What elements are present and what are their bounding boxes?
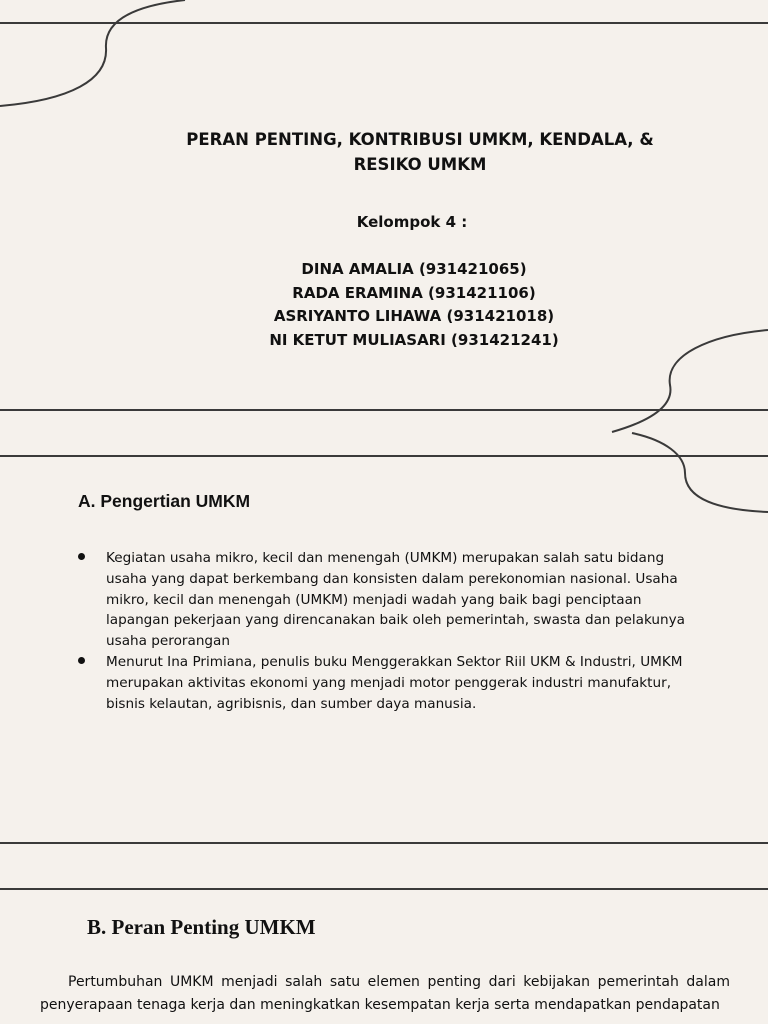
member-list xyxy=(0,258,768,352)
slide-title: PERAN PENTING, KONTRIBUSI UMKM, KENDALA, & RESIKO UMKM xyxy=(186,130,654,174)
member-item: ASRIYANTO LIHAWA (931421018) xyxy=(273,307,555,325)
bullet-text: Menurut Ina Primiana, penulis buku Menggerakkan Sektor Riil UKM & Industri, UMKM merupakan aktivitas ekonomi yang menjadi motor penggerak industri manufaktur, bisnis kelautan, agribisnis, dan sumber daya manusia. xyxy=(106,653,683,712)
member-item: NI KETUT MULIASARI (931421241) xyxy=(269,330,559,349)
bullet-item xyxy=(78,548,698,652)
bullet-item xyxy=(78,652,698,714)
group-label: Kelompok 4 : xyxy=(356,213,468,231)
section-heading-pengertian: A. Pengertian UMKM xyxy=(78,491,251,511)
bullet-list xyxy=(78,548,698,714)
bullet-text: Kegiatan usaha mikro, kecil dan menengah (UMKM) merupakan salah satu bidang usaha yang dapat berkembang dan konsisten dalam perekonomian nasional. Usaha mikro, kecil dan menengah (UMKM) menjadi wadah yang baik bagi penciptaan lapangan pekerjaan yang direncanakan baik oleh pemerintah, swasta dan pelakunya usaha perorangan xyxy=(106,550,686,650)
section-heading-peran: B. Peran Penting UMKM xyxy=(87,915,316,939)
member-item: DINA AMALIA (931421065) xyxy=(301,260,527,278)
bullet-icon xyxy=(78,553,85,560)
section-paragraph: Pertumbuhan UMKM menjadi salah satu elemen penting dari kebijakan pemerintah dalam penyerapaan tenaga kerja dan meningkatkan kesempatan kerja serta mendapatkan pendapatan xyxy=(40,974,730,1013)
bullet-icon xyxy=(78,657,85,664)
member-item: RADA ERAMINA (931421106) xyxy=(292,283,536,302)
